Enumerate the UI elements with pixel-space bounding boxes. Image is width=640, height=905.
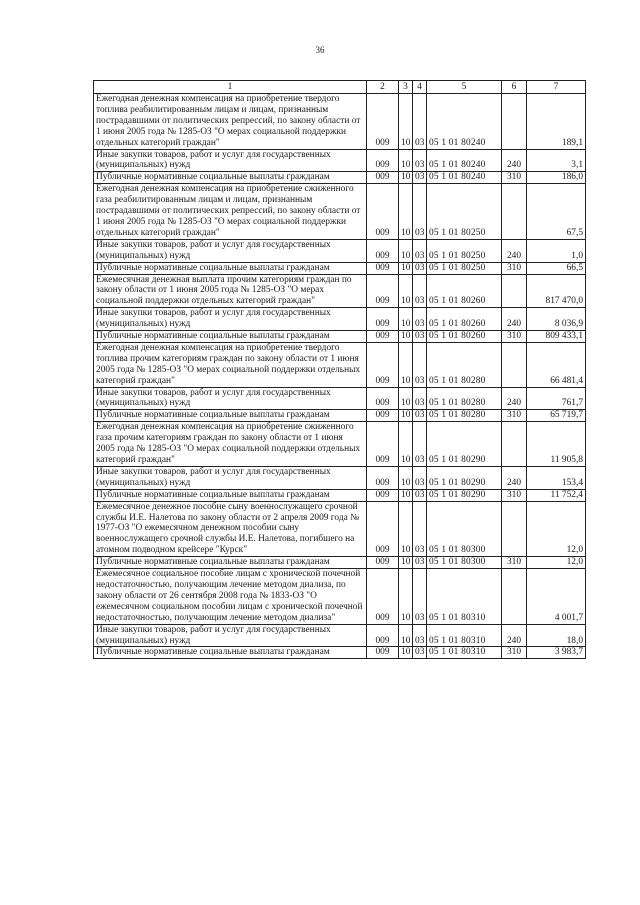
section-code: 10 [399, 149, 413, 172]
subsection-code: 03 [413, 387, 427, 410]
ved-code: 009 [367, 489, 399, 501]
ved-code: 009 [367, 557, 399, 569]
row-name: Публичные нормативные социальные выплаты гражданам [94, 172, 367, 184]
section-code: 10 [399, 331, 413, 343]
budget-table [93, 80, 586, 659]
amount: 66,5 [527, 262, 586, 274]
subsection-code: 03 [413, 94, 427, 150]
table-row [94, 262, 586, 274]
expense-type-code: 310 [502, 557, 527, 569]
section-code: 10 [399, 410, 413, 422]
column-header: 6 [502, 81, 527, 94]
amount: 3,1 [527, 149, 586, 172]
table-row [94, 184, 586, 240]
column-header: 3 [399, 81, 413, 94]
section-code: 10 [399, 569, 413, 625]
amount: 8 036,9 [527, 308, 586, 331]
amount: 11 752,4 [527, 489, 586, 501]
target-article-code: 05 1 01 80280 [427, 410, 502, 422]
target-article-code: 05 1 01 80240 [427, 172, 502, 184]
subsection-code: 03 [413, 308, 427, 331]
section-code: 10 [399, 422, 413, 467]
section-code: 10 [399, 624, 413, 647]
row-name: Иные закупки товаров, работ и услуг для государственных (муниципальных) нужд [94, 149, 367, 172]
target-article-code: 05 1 01 80290 [427, 466, 502, 489]
table-row [94, 624, 586, 647]
expense-type-code: 310 [502, 331, 527, 343]
row-name: Ежемесячное социальное пособие лицам с хронической почечной недостаточностью, получающим лечение методом диализа, по закону области от 26 сентября 2008 года № 1833-ОЗ "О ежемесячном социальном пособии лицам с хронической почечной недостаточностью, получающим лечение методом диализа" [94, 569, 367, 625]
expense-type-code: 240 [502, 308, 527, 331]
ved-code: 009 [367, 331, 399, 343]
page-number: 36 [315, 45, 325, 55]
section-code: 10 [399, 342, 413, 387]
section-code: 10 [399, 262, 413, 274]
amount: 186,0 [527, 172, 586, 184]
target-article-code: 05 1 01 80290 [427, 489, 502, 501]
amount: 761,7 [527, 387, 586, 410]
expense-type-code [502, 501, 527, 557]
row-name: Ежегодная денежная компенсация на приобретение твердого топлива прочим категориям граждан по закону области от 1 июня 2005 года № 1285-ОЗ "О мерах социальной поддержки отдельных категорий граждан" [94, 342, 367, 387]
ved-code: 009 [367, 239, 399, 262]
expense-type-code: 240 [502, 466, 527, 489]
ved-code: 009 [367, 624, 399, 647]
target-article-code: 05 1 01 80280 [427, 342, 502, 387]
target-article-code: 05 1 01 80250 [427, 239, 502, 262]
subsection-code: 03 [413, 262, 427, 274]
ved-code: 009 [367, 184, 399, 240]
expense-type-code [502, 274, 527, 308]
table-row [94, 557, 586, 569]
subsection-code: 03 [413, 647, 427, 659]
row-name: Публичные нормативные социальные выплаты гражданам [94, 489, 367, 501]
expense-type-code: 310 [502, 647, 527, 659]
table-header-row [94, 81, 586, 94]
table-row [94, 422, 586, 467]
expense-type-code: 310 [502, 489, 527, 501]
expense-type-code [502, 342, 527, 387]
table-row [94, 501, 586, 557]
table-row [94, 172, 586, 184]
subsection-code: 03 [413, 557, 427, 569]
amount: 4 001,7 [527, 569, 586, 625]
subsection-code: 03 [413, 466, 427, 489]
subsection-code: 03 [413, 342, 427, 387]
amount: 66 481,4 [527, 342, 586, 387]
table-row [94, 274, 586, 308]
target-article-code: 05 1 01 80290 [427, 422, 502, 467]
amount: 65 719,7 [527, 410, 586, 422]
expense-type-code [502, 422, 527, 467]
target-article-code: 05 1 01 80250 [427, 184, 502, 240]
section-code: 10 [399, 647, 413, 659]
amount: 153,4 [527, 466, 586, 489]
subsection-code: 03 [413, 184, 427, 240]
row-name: Публичные нормативные социальные выплаты гражданам [94, 647, 367, 659]
ved-code: 009 [367, 94, 399, 150]
expense-type-code [502, 569, 527, 625]
subsection-code: 03 [413, 422, 427, 467]
section-code: 10 [399, 501, 413, 557]
target-article-code: 05 1 01 80310 [427, 569, 502, 625]
target-article-code: 05 1 01 80310 [427, 647, 502, 659]
target-article-code: 05 1 01 80260 [427, 331, 502, 343]
row-name: Иные закупки товаров, работ и услуг для государственных (муниципальных) нужд [94, 387, 367, 410]
table-row [94, 489, 586, 501]
row-name: Публичные нормативные социальные выплаты гражданам [94, 262, 367, 274]
target-article-code: 05 1 01 80300 [427, 501, 502, 557]
table-row [94, 342, 586, 387]
amount: 817 470,0 [527, 274, 586, 308]
section-code: 10 [399, 239, 413, 262]
subsection-code: 03 [413, 569, 427, 625]
table-row [94, 387, 586, 410]
ved-code: 009 [367, 342, 399, 387]
row-name: Иные закупки товаров, работ и услуг для государственных (муниципальных) нужд [94, 239, 367, 262]
column-header: 7 [527, 81, 586, 94]
amount: 189,1 [527, 94, 586, 150]
column-header: 5 [427, 81, 502, 94]
ved-code: 009 [367, 172, 399, 184]
row-name: Публичные нормативные социальные выплаты гражданам [94, 410, 367, 422]
subsection-code: 03 [413, 239, 427, 262]
row-name: Ежегодная денежная компенсация на приобретение сжиженного газа прочим категориям граждан по закону области от 1 июня 2005 года № 1285-ОЗ "О мерах социальной поддержки отдельных категорий граждан" [94, 422, 367, 467]
column-header: 4 [413, 81, 427, 94]
target-article-code: 05 1 01 80300 [427, 557, 502, 569]
amount: 11 905,8 [527, 422, 586, 467]
expense-type-code: 310 [502, 410, 527, 422]
amount: 12,0 [527, 557, 586, 569]
table-row [94, 569, 586, 625]
expense-type-code: 310 [502, 172, 527, 184]
section-code: 10 [399, 172, 413, 184]
ved-code: 009 [367, 647, 399, 659]
amount: 67,5 [527, 184, 586, 240]
table-row [94, 331, 586, 343]
target-article-code: 05 1 01 80240 [427, 149, 502, 172]
subsection-code: 03 [413, 331, 427, 343]
expense-type-code [502, 184, 527, 240]
expense-type-code: 240 [502, 239, 527, 262]
table-row [94, 239, 586, 262]
expense-type-code: 310 [502, 262, 527, 274]
table-row [94, 466, 586, 489]
target-article-code: 05 1 01 80310 [427, 624, 502, 647]
subsection-code: 03 [413, 501, 427, 557]
amount: 3 983,7 [527, 647, 586, 659]
subsection-code: 03 [413, 172, 427, 184]
section-code: 10 [399, 387, 413, 410]
subsection-code: 03 [413, 410, 427, 422]
amount: 1,0 [527, 239, 586, 262]
section-code: 10 [399, 466, 413, 489]
section-code: 10 [399, 184, 413, 240]
subsection-code: 03 [413, 489, 427, 501]
ved-code: 009 [367, 149, 399, 172]
subsection-code: 03 [413, 149, 427, 172]
section-code: 10 [399, 557, 413, 569]
amount: 12,0 [527, 501, 586, 557]
ved-code: 009 [367, 308, 399, 331]
target-article-code: 05 1 01 80260 [427, 274, 502, 308]
ved-code: 009 [367, 569, 399, 625]
amount: 809 433,1 [527, 331, 586, 343]
subsection-code: 03 [413, 274, 427, 308]
row-name: Иные закупки товаров, работ и услуг для государственных (муниципальных) нужд [94, 466, 367, 489]
row-name: Иные закупки товаров, работ и услуг для государственных (муниципальных) нужд [94, 624, 367, 647]
ved-code: 009 [367, 422, 399, 467]
column-header: 2 [367, 81, 399, 94]
amount: 18,0 [527, 624, 586, 647]
row-name: Иные закупки товаров, работ и услуг для государственных (муниципальных) нужд [94, 308, 367, 331]
table-row [94, 149, 586, 172]
expense-type-code: 240 [502, 387, 527, 410]
section-code: 10 [399, 489, 413, 501]
ved-code: 009 [367, 262, 399, 274]
table-row [94, 647, 586, 659]
ved-code: 009 [367, 387, 399, 410]
row-name: Ежегодная денежная компенсация на приобретение сжиженного газа реабилитированным лицам и лицам, признанным пострадавшими от политических репрессий, по закону области от 1 июня 2005 года № 1285-ОЗ "О мерах социальной поддержки отдельных категорий граждан" [94, 184, 367, 240]
row-name: Ежемесячная денежная выплата прочим категориям граждан по закону области от 1 июня 2005 года № 1285-ОЗ "О мерах социальной поддержки отдельных категорий граждан" [94, 274, 367, 308]
row-name: Публичные нормативные социальные выплаты гражданам [94, 557, 367, 569]
target-article-code: 05 1 01 80250 [427, 262, 502, 274]
subsection-code: 03 [413, 624, 427, 647]
table-row [94, 308, 586, 331]
ved-code: 009 [367, 466, 399, 489]
ved-code: 009 [367, 501, 399, 557]
expense-type-code: 240 [502, 624, 527, 647]
ved-code: 009 [367, 274, 399, 308]
row-name: Публичные нормативные социальные выплаты гражданам [94, 331, 367, 343]
section-code: 10 [399, 94, 413, 150]
section-code: 10 [399, 308, 413, 331]
table-row [94, 94, 586, 150]
row-name: Ежегодная денежная компенсация на приобретение твердого топлива реабилитированным лицам и лицам, признанным пострадавшими от политических репрессий, по закону области от 1 июня 2005 года № 1285-ОЗ "О мерах социальной поддержки отдельных категорий граждан" [94, 94, 367, 150]
target-article-code: 05 1 01 80280 [427, 387, 502, 410]
table-row [94, 410, 586, 422]
section-code: 10 [399, 274, 413, 308]
expense-type-code: 240 [502, 149, 527, 172]
target-article-code: 05 1 01 80240 [427, 94, 502, 150]
column-header: 1 [94, 81, 367, 94]
ved-code: 009 [367, 410, 399, 422]
expense-type-code [502, 94, 527, 150]
row-name: Ежемесячное денежное пособие сыну военнослужащего срочной службы И.Е. Налетова по закону области от 2 апреля 2009 года № 1977-ОЗ "О ежемесячном денежном пособии сыну военнослужащего срочной службы И.Е. Налетова, погибшего на атомном подводном крейсере "Курск" [94, 501, 367, 557]
target-article-code: 05 1 01 80260 [427, 308, 502, 331]
